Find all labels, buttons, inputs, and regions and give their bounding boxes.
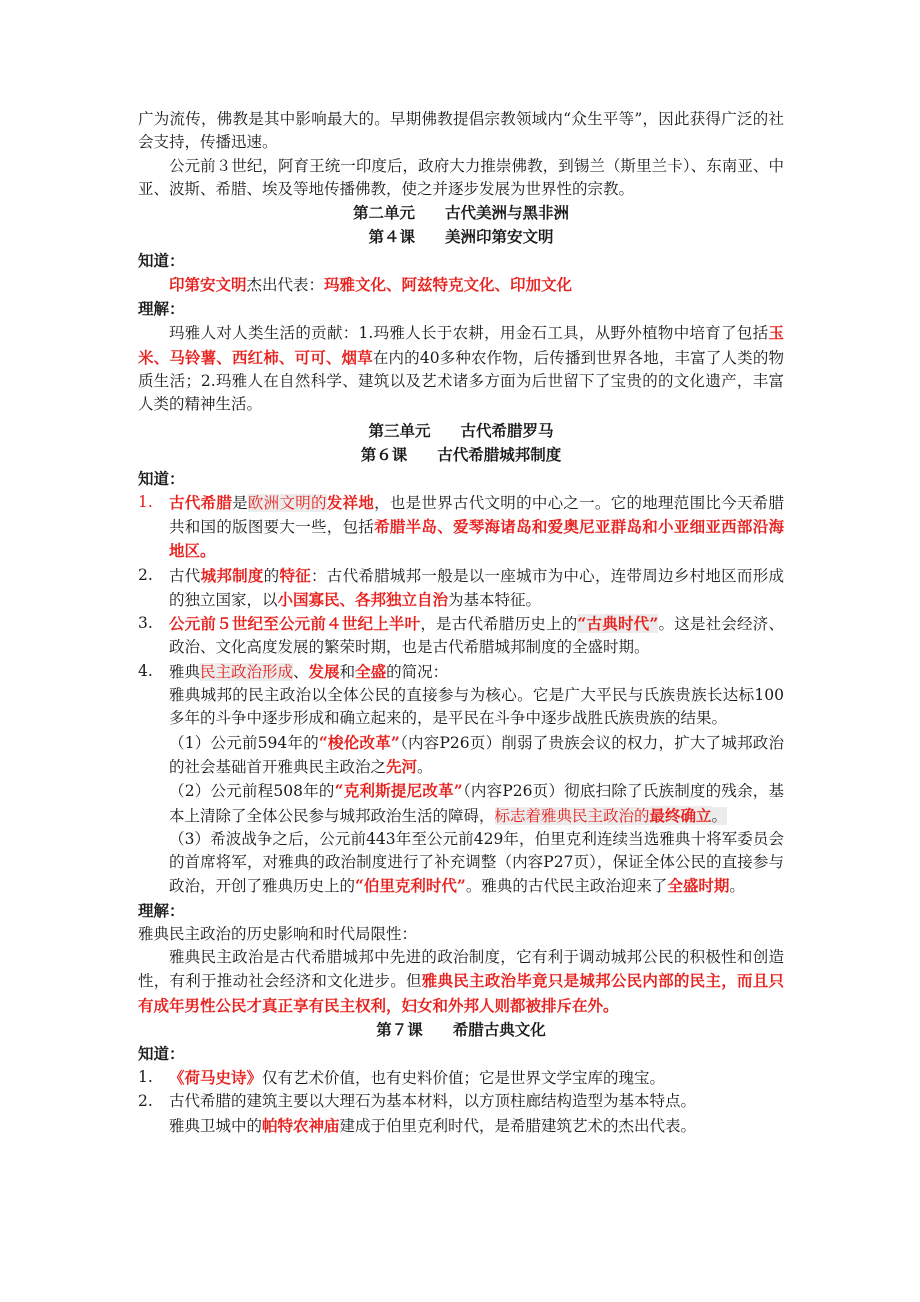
lesson-6-heading: 第６课 古代希腊城邦制度 (360, 444, 562, 464)
pericles-paragraph: （3）希波战争之后，公元前443年至公元前429年，伯里克利连续当选雅典十将军委员会的首席将军，对雅典的政治制度进行了补充调整（内容P27页），保证全体公民的直接参与政治，开创了雅典历史上的“伯里克利时代”。雅典的古代民主政治迎来了全盛时期。 (169, 829, 784, 896)
lesson-6-know-label: 知道： (138, 468, 185, 488)
lesson-6-understand-title: 雅典民主政治的历史影响和时代局限性： (138, 924, 418, 943)
lesson-7-know-label: 知道： (138, 1043, 185, 1063)
parthenon-paragraph: 雅典卫城中的帕特农神庙建成于伯里克利时代，是希腊建筑艺术的杰出代表。 (169, 1115, 697, 1135)
list-item: 4. 雅典民主政治形成、发展和全盛的简况： (138, 661, 449, 681)
lesson-6-understand-text: 雅典民主政治是古代希腊城邦中先进的政治制度，它有利于调动城邦公民的积极性和创造性，有利于推动社会经济和文化进步。但雅典民主政治毕竟只是城邦公民内部的民主，而且只有成年男性公民才真正享有民主权利，妇女和外邦人则都被排斥在外。 (138, 948, 784, 1015)
unit-3-heading: 第三单元 古代希腊罗马 (368, 420, 554, 440)
intro-paragraph-2: 公元前３世纪，阿育王统一印度后，政府大力推崇佛教，到锡兰（斯里兰卡）、东南亚、中亚、波斯、希腊、埃及等地传播佛教，使之并逐步发展为世界性的宗教。 (138, 156, 784, 198)
lesson-4-know-label: 知道： (138, 251, 185, 271)
list-item: 2. 古代城邦制度的特征：古代希腊城邦一般是以一座城市为中心，连带周边乡村地区而形成的独立国家，以小国寡民、各邦独立自治为基本特征。 (138, 565, 784, 609)
list-item: 1. 古代希腊是欧洲文明的发祥地，也是世界古代文明的中心之一。它的地理范围比今天希腊共和国的版图要大一些，包括希腊半岛、爱琴海诸岛和爱奥尼亚群岛和小亚细亚西部沿海地区。 (138, 492, 784, 561)
lesson-4-know-text: 印第安文明杰出代表：玛雅文化、阿兹特克文化、印加文化 (169, 275, 573, 295)
list-item: 2. 古代希腊的建筑主要以大理石为基本材料，以方顶柱廊结构造型为基本特点。 (138, 1092, 697, 1111)
lesson-4-heading: 第４课 美洲印第安文明 (368, 227, 554, 247)
list-item: 3. 公元前５世纪至公元前４世纪上半叶，是古代希腊历史上的“古典时代”。这是社会经济、政治、文化高度发展的繁荣时期，也是古代希腊城邦制度的全盛时期。 (138, 614, 784, 657)
intro-paragraph-1: 广为流传，佛教是其中影响最大的。早期佛教提倡宗教领域内“众生平等”，因此获得广泛的社会支持，传播迅速。 (138, 110, 784, 152)
document-page (138, 108, 784, 1138)
lesson-6-understand-label: 理解： (138, 900, 185, 920)
athens-democracy-paragraph: 雅典城邦的民主政治以全体公民的直接参与为核心。它是广大平民与氏族贵族长达标100多年的斗争中逐步形成和确立起来的，是平民在斗争中逐步战胜氏族贵族的结果。 (169, 686, 784, 728)
unit-2-heading: 第二单元 古代美洲与黑非洲 (352, 203, 570, 223)
lesson-4-understand-text: 玛雅人对人类生活的贡献：1.玛雅人长于农耕，用金石工具，从野外植物中培育了包括玉米、马铃薯、西红柿、可可、烟草在内的40多种农作物，后传播到世界各地，丰富了人类的物质生活；2.玛雅人在自然科学、建筑以及艺术诸多方面为后世留下了宝贵的的文化遗产，丰富人类的精神生活。 (138, 323, 784, 414)
list-item: 1. 《荷马史诗》仅有艺术价值，也有史料价值；它是世界文学宝库的瑰宝。 (138, 1067, 666, 1087)
lesson-7-heading: 第７课 希腊古典文化 (376, 1019, 546, 1039)
lesson-4-understand-label: 理解： (138, 299, 185, 319)
cleisthenes-reform-paragraph: （2）公元前程508年的“克利斯提尼改革”（内容P26页）彻底扫除了氏族制度的残余，基本上清除了全体公民参与城邦政治生活的障碍，标志着雅典民主政治的最终确立。 (169, 781, 785, 825)
solon-reform-paragraph: （1）公元前594年的“梭伦改革”（内容P26页）削弱了贵族会议的权力，扩大了城邦政治的社会基础首开雅典民主政治之先河。 (169, 732, 785, 776)
